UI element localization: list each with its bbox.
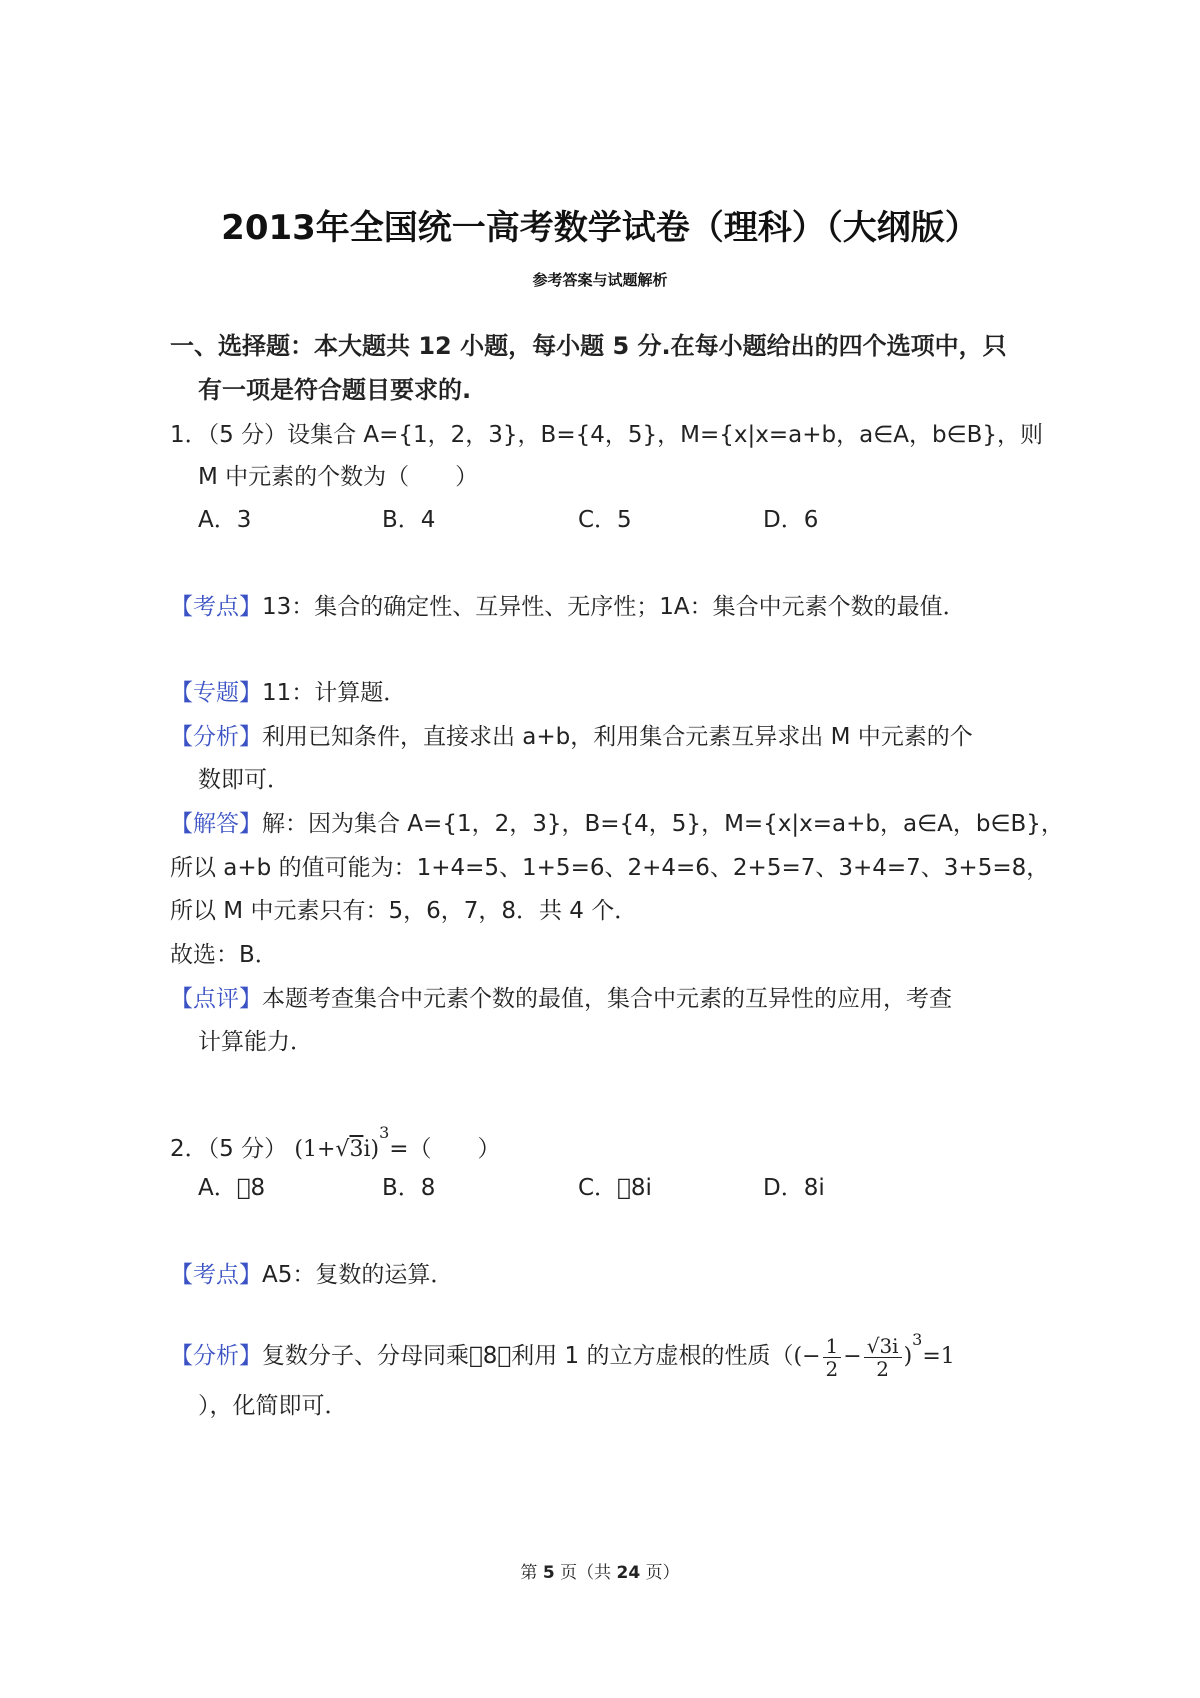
q1-zhuanti xyxy=(170,678,406,708)
q1-jieda-text: 解：因为集合 A={1，2，3}，B={4，5}，M={x|x=a+b，a∈A，b∈B}， xyxy=(262,811,1064,837)
q2-fenxi-line2: ），化简即可． xyxy=(198,1393,348,1419)
q2-expr-exp: 3 xyxy=(379,1123,390,1142)
q1-option-b: B．4 xyxy=(382,507,436,533)
q2-fenxi-text: 复数分子、分母同乘􀀀8，利用 1 的立方虚根的性质（ xyxy=(262,1343,794,1369)
q2-fenxi-exp: 3 xyxy=(912,1330,923,1349)
footer-page-number: 5 xyxy=(542,1563,555,1583)
q1-jieda-line2: 所以 a+b 的值可能为：1+4=5、1+5=6、2+4=6、2+5=7、3+4=7、3+5=8， xyxy=(170,855,1050,881)
q1-kaodian xyxy=(170,592,966,622)
jieda-tag: 【解答】 xyxy=(170,811,262,837)
q2-suffix: =（ ） xyxy=(389,1136,501,1162)
page-subtitle: 参考答案与试题解析 xyxy=(532,271,668,289)
q2-fenxi xyxy=(170,1312,955,1385)
section-heading-line1: 一、选择题：本大题共 12 小题，每小题 5 分.在每小题给出的四个选项中，只 xyxy=(170,332,1007,360)
q2-prefix: 2．（5 分） xyxy=(170,1136,288,1162)
q1-jieda-line4: 故选：B． xyxy=(170,942,278,968)
q2-fenxi-eq: =1 xyxy=(922,1344,955,1369)
frac-one-half-num: 1 xyxy=(823,1335,842,1358)
q1-dianping-line2: 计算能力． xyxy=(198,1029,313,1055)
q1-jieda xyxy=(170,809,1064,839)
q1-fenxi-line2: 数即可． xyxy=(198,767,290,793)
q2-expr-i: i) xyxy=(363,1137,380,1162)
footer-post: 页） xyxy=(645,1563,680,1583)
q2-option-a: A．􀀀8 xyxy=(198,1175,266,1201)
q2-kaodian-text: A5：复数的运算． xyxy=(262,1262,454,1288)
q1-dianping xyxy=(170,984,952,1014)
q1-jieda-line3: 所以 M 中元素只有：5，6，7，8．共 4 个． xyxy=(170,898,638,924)
q2-option-d: D．8i xyxy=(763,1175,825,1201)
q1-dianping-text: 本题考查集合中元素个数的最值，集合中元素的互异性的应用，考查 xyxy=(262,986,952,1012)
q2-fenxi-formula: (− $\frac{1}{2}$ − $\frac{√3i}{2}$ )$^3$=1 xyxy=(793,1330,955,1381)
kaodian-tag: 【考点】 xyxy=(170,594,262,620)
q1-fenxi-text: 利用已知条件，直接求出 a+b，利用集合元素互异求出 M 中元素的个 xyxy=(262,724,973,750)
frac-root3i-half xyxy=(864,1335,902,1380)
footer-pre: 第 xyxy=(520,1563,538,1583)
q2-fenxi-tag: 【分析】 xyxy=(170,1343,262,1369)
q1-kaodian-text: 13：集合的确定性、互异性、无序性；1A：集合中元素个数的最值． xyxy=(262,594,966,620)
q1-stem-line2: M 中元素的个数为（ ） xyxy=(198,464,479,490)
q2-expression: $(1+√3i)^3$ xyxy=(294,1123,390,1162)
q1-stem-line1: 1．（5 分）设集合 A={1，2，3}，B={4，5}，M={x|x=a+b，a∈A，b∈B}，则 xyxy=(170,422,1044,448)
footer-total-pages: 24 xyxy=(616,1563,641,1583)
frac-one-half-den: 2 xyxy=(825,1356,839,1381)
section-heading-line2: 有一项是符合题目要求的. xyxy=(198,376,472,404)
q1-option-d: D．6 xyxy=(763,507,819,533)
q2-option-c: C．􀀀8i xyxy=(578,1175,652,1201)
footer-mid: 页（共 xyxy=(560,1563,612,1583)
fenxi-tag: 【分析】 xyxy=(170,724,262,750)
page-title: 2013年全国统一高考数学试卷（理科）（大纲版） xyxy=(221,208,979,248)
q2-expr-root: 3 xyxy=(349,1137,364,1162)
dianping-tag: 【点评】 xyxy=(170,986,262,1012)
q1-option-a: A．3 xyxy=(198,507,252,533)
page-footer xyxy=(0,1562,1200,1584)
frac-root3i-num-text: 3i xyxy=(879,1333,899,1358)
frac-one-half xyxy=(823,1335,842,1380)
q2-kaodian xyxy=(170,1260,453,1290)
frac-root3i-den: 2 xyxy=(876,1356,889,1381)
q2-expr-base: (1+ xyxy=(294,1137,336,1162)
zhuanti-tag: 【专题】 xyxy=(170,680,262,706)
q1-zhuanti-text: 11：计算题． xyxy=(262,680,407,706)
q1-fenxi xyxy=(170,722,973,752)
q2-option-b: B．8 xyxy=(382,1175,436,1201)
q2-stem xyxy=(170,1118,501,1165)
q2-kaodian-tag: 【考点】 xyxy=(170,1262,262,1288)
q1-option-c: C．5 xyxy=(578,507,632,533)
frac-root3i-num: √3i xyxy=(864,1335,902,1358)
